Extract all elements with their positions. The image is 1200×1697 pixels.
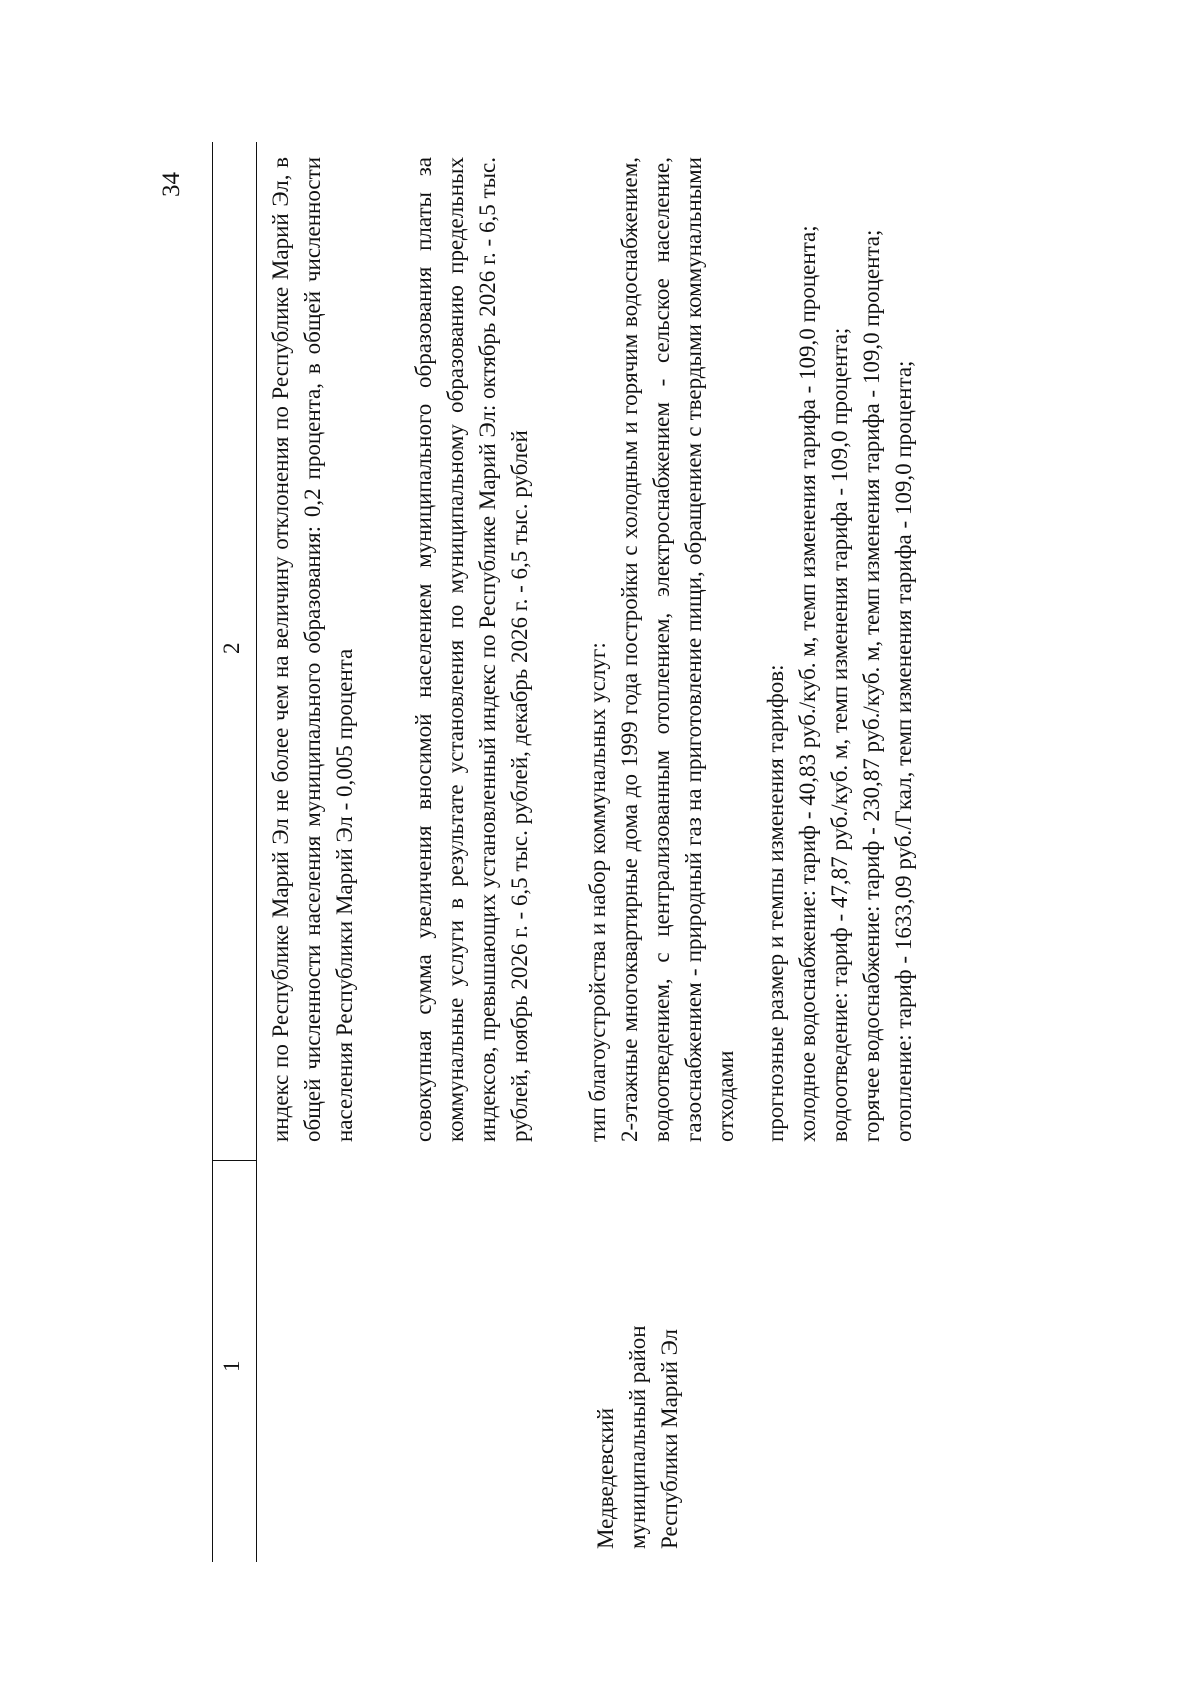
tariff-sewerage: водоотведение: тариф - 47,87 руб./куб. м, темп изменения тарифа - 109,0 процента; (827, 327, 852, 1142)
municipality-line: муниципальный район (625, 1325, 650, 1549)
table-column-divider (212, 1160, 256, 1161)
tariff-heating: отопление: тариф - 1633,09 руб./Гкал, темп изменения тарифа - 109,0 процента; (891, 360, 916, 1142)
utilities-type-text: 2-этажные многоквартирные дома до 1999 года постройки с холодным и горячим водоснабжением, водоотведением, с централизованным отоплением, электроснабжением - сельское население, газоснабжением - природный газ на приготовление пищи, обращением с твердыми коммунальными отходами (617, 157, 738, 1142)
municipality-line: Медведевский (593, 1407, 618, 1549)
tariffs-title: прогнозные размер и темпы изменения тарифов: (763, 664, 788, 1142)
table-header-col1: 1 (219, 1360, 244, 1372)
utilities-type-paragraph (582, 157, 742, 1142)
deviation-text: индекс по Республике Марий Эл не более чем на величину отклонения по Республике Марий Эл, в общей численности населения муниципального образования: 0,2 процента, в общей численности населения Республики Марий Эл - 0,005 процента (268, 157, 357, 1142)
payment-increase-paragraph (408, 157, 536, 1142)
page-number: 34 (158, 172, 185, 197)
table-header-rule (256, 142, 257, 1562)
municipality-name (590, 1179, 686, 1549)
deviation-paragraph (265, 157, 361, 1142)
utilities-type-title: тип благоустройства и набор коммунальных услуг: (585, 642, 610, 1142)
payment-increase-text: совокупная сумма увеличения вносимой населением муниципального образования платы за коммунальные услуги в результате установления по муниципальному образованию предельных индексов, превышающих установленный индекс по Республике Марий Эл: октябрь 2026 г. - 6,5 тыс. рублей, ноябрь 2026 г. - 6,5 тыс. рублей, декабрь 2026 г. - 6,5 тыс. рублей (411, 157, 532, 1142)
tariff-hot-water: горячее водоснабжение: тариф - 230,87 руб./куб. м, темп изменения тарифа - 109,0 процента; (859, 229, 884, 1142)
tariff-cold-water: холодное водоснабжение: тариф - 40,83 руб./куб. м, темп изменения тарифа - 109,0 процента; (795, 225, 820, 1142)
table-header-col2: 2 (219, 642, 244, 654)
municipality-line: Республики Марий Эл (657, 1328, 682, 1549)
table-top-rule (212, 142, 213, 1562)
tariffs-paragraph (760, 157, 920, 1142)
